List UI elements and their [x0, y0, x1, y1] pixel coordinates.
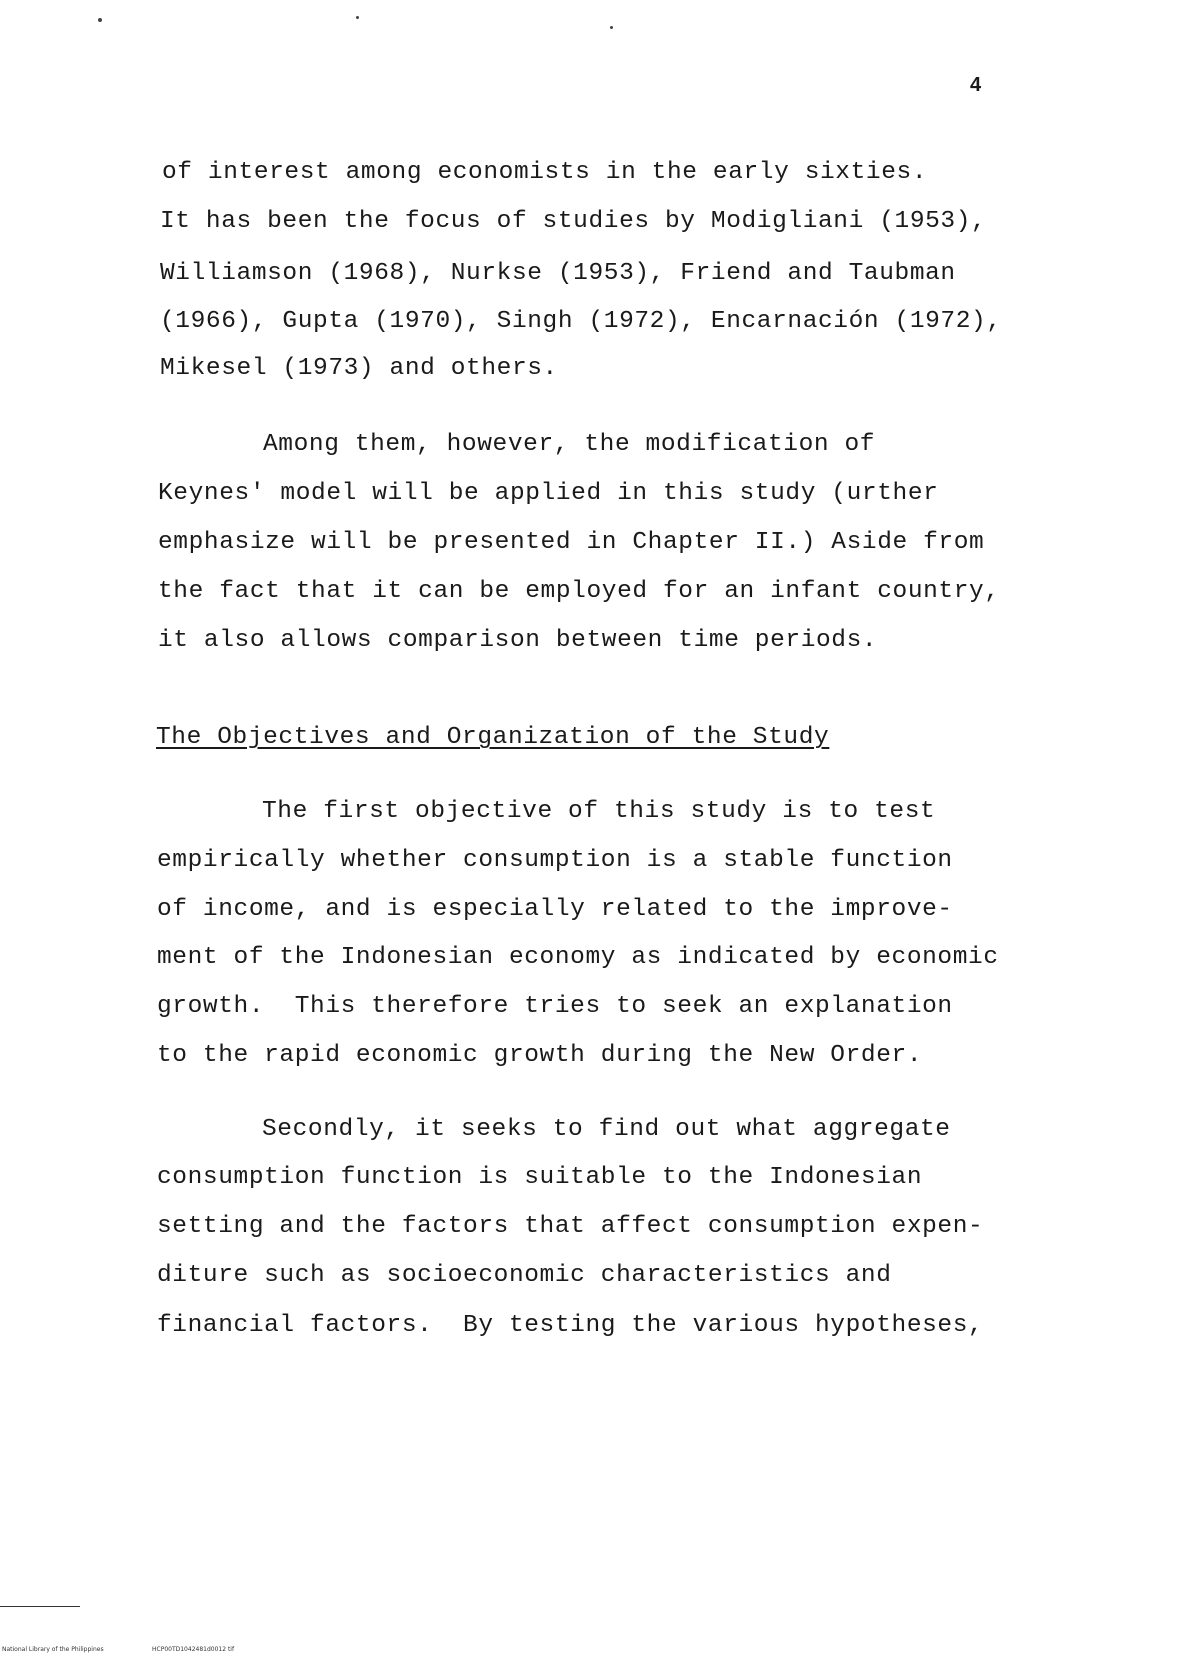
body-line: of income, and is especially related to the improve- — [157, 896, 953, 923]
body-line: Secondly, it seeks to find out what aggregate — [262, 1116, 951, 1143]
body-line: setting and the factors that affect consumption expen- — [157, 1213, 984, 1240]
body-line: ment of the Indonesian economy as indicated by economic — [157, 944, 999, 971]
body-line: emphasize will be presented in Chapter II.) Aside from — [158, 529, 985, 556]
body-line: Mikesel (1973) and others. — [160, 355, 558, 382]
body-line: Keynes' model will be applied in this study (urther — [158, 480, 939, 507]
scan-speck — [98, 18, 102, 22]
body-line: diture such as socioeconomic characteristics and — [157, 1262, 892, 1289]
footer-rule — [0, 1606, 80, 1607]
section-heading: The Objectives and Organization of the Study — [156, 724, 830, 751]
body-line: Among them, however, the modification of — [263, 431, 876, 458]
body-line: empirically whether consumption is a stable function — [157, 847, 953, 874]
scan-speck — [356, 16, 359, 19]
body-line: the fact that it can be employed for an infant country, — [158, 578, 1000, 605]
body-line: of interest among economists in the early sixties. — [162, 159, 928, 186]
footer-library-text: National Library of the Philippines — [2, 1646, 104, 1653]
body-line: it also allows comparison between time periods. — [158, 627, 878, 654]
body-line: financial factors. By testing the various hypotheses, — [157, 1312, 984, 1339]
body-line: (1966), Gupta (1970), Singh (1972), Encarnación (1972), — [160, 308, 1002, 335]
body-line: growth. This therefore tries to seek an explanation — [157, 993, 953, 1020]
footer-file-id: HCP00TD1042481d0012 tif — [152, 1646, 235, 1653]
body-line: consumption function is suitable to the Indonesian — [157, 1164, 923, 1191]
body-line: Williamson (1968), Nurkse (1953), Friend and Taubman — [160, 260, 956, 287]
body-line: to the rapid economic growth during the New Order. — [157, 1042, 923, 1069]
body-line: It has been the focus of studies by Modigliani (1953), — [160, 208, 987, 235]
scan-speck — [610, 26, 613, 29]
page-number: 4 — [970, 74, 982, 96]
body-line: The first objective of this study is to test — [262, 798, 936, 825]
